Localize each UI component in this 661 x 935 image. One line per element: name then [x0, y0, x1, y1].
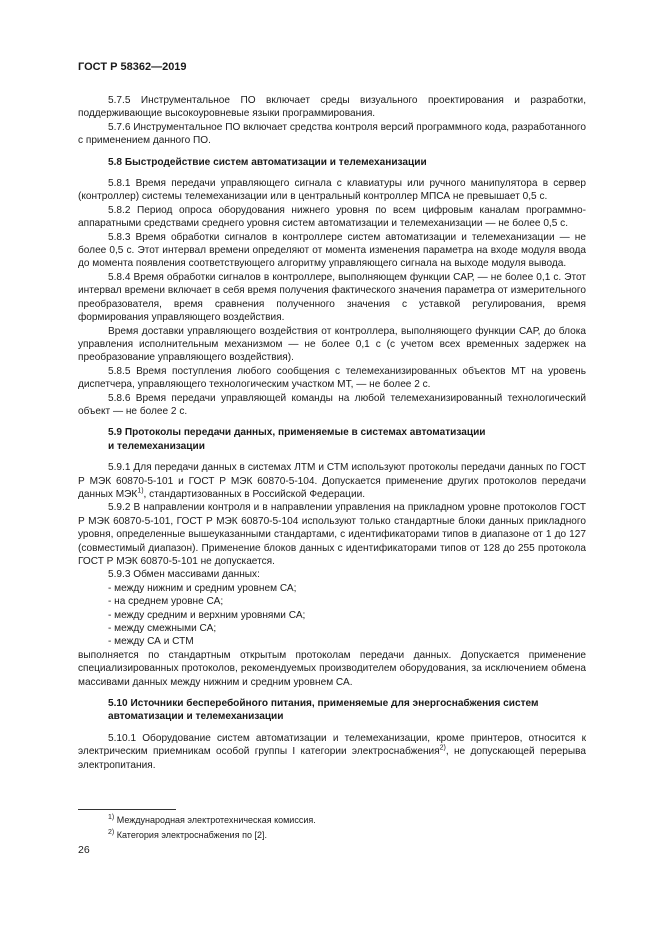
- footnote-text-1: Международная электротехническая комиссия.: [116, 815, 316, 825]
- list-item: - между нижним и средним уровнем СА;: [108, 582, 297, 594]
- standard-header: ГОСТ Р 58362—2019: [78, 61, 187, 73]
- paragraph-5-7-5: 5.7.5 Инструментальное ПО включает среды визуального проектирования и разработки, поддерживающие высокоуровневые языки программирования.: [78, 95, 586, 120]
- paragraph-5-9-1-tail: , стандартизованных в Российской Федерации.: [143, 488, 366, 500]
- footnote-divider: [78, 809, 176, 810]
- section-heading-5-10-line2: автоматизации и телемеханизации: [108, 711, 284, 723]
- paragraph-5-8-1: 5.8.1 Время передачи управляющего сигнала с клавиатуры или ручного манипулятора в сервер (контроллер) системы телемеханизации или в центральный контроллер МПСА не превышает 0,5 с.: [78, 178, 586, 203]
- footnote-mark-1: 1): [108, 814, 115, 821]
- paragraph-5-8-6: 5.8.6 Время передачи управляющей команды на любой телемеханизированный технологический объект — не более 2 с.: [78, 392, 586, 417]
- paragraph-5-9-3-continued: выполняется по стандартным открытым протоколам передачи данных. Допускается применение специализированных протоколов, рекомендуемых производителем оборудования, за исключением обмена массивами данных между нижним и средним уровнем СА.: [78, 649, 586, 688]
- paragraph-5-8-5: 5.8.5 Время поступления любого сообщения с телемеханизированных объектов МТ на уровень диспетчера, управляющего технологическим участком МТ, — не более 2 с.: [78, 365, 586, 391]
- list-item: - на среднем уровне СА;: [108, 596, 224, 608]
- document-body: [78, 94, 586, 772]
- section-heading-5-9-line1: 5.9 Протоколы передачи данных, применяемые в системах автоматизации: [108, 427, 486, 439]
- paragraph-5-7-6: 5.7.6 Инструментальное ПО включает средства контроля версий программного кода, разработанного с применением данного ПО.: [78, 121, 586, 147]
- list-item: - между СА и СТМ: [108, 636, 194, 648]
- section-heading-5-10-line1: 5.10 Источники бесперебойного питания, применяемые для энергоснабжения систем: [108, 698, 539, 710]
- section-heading-5-10: [78, 697, 586, 724]
- paragraph-5-10-1: [78, 732, 586, 772]
- section-heading-5-8: 5.8 Быстродействие систем автоматизации и телемеханизации: [108, 156, 427, 168]
- footnote-2: [108, 829, 267, 841]
- paragraph-5-9-1: [78, 461, 586, 501]
- footnote-mark-2: 2): [108, 829, 115, 836]
- section-heading-5-9-line2: и телемеханизации: [108, 440, 205, 452]
- page-number: 26: [78, 844, 90, 856]
- paragraph-5-8-4: 5.8.4 Время обработки сигналов в контроллере, выполняющем функции САР, — не более 0,1 с. Этот интервал времени включает в себя время получения фактического значения параметра от измерительного преобразователя, время сравнения полученного значения с уставкой регулирования, время формирования управляющего воздействия.: [78, 271, 586, 324]
- paragraph-5-8-2: 5.8.2 Период опроса оборудования нижнего уровня по всем цифровым каналам программно-аппаратными средствами среднего уровня систем автоматизации и телемеханизации — не более 0,5 с.: [78, 204, 586, 230]
- footnote-ref-1: 1): [137, 487, 144, 495]
- paragraph-5-9-2: 5.9.2 В направлении контроля и в направлении управления на прикладном уровне протоколов ГОСТ Р МЭК 60870-5-101, ГОСТ Р МЭК 60870-5-104 используют только стандартные блоки данных прикладного уровня, определенные вышеуказанными стандартами, с идентификаторами типов в диапазоне от 1 до 127 (совместимый диапазон). Применение блоков данных с идентификаторами типов от 128 до 255 протокола ГОСТ Р МЭК 60870-5-101 не допускается.: [78, 502, 586, 567]
- paragraph-5-10-1-text: 5.10.1 Оборудование систем автоматизации и телемеханизации, кроме принтеров, относится к электрическим приемникам особой группы I категории электроснабжения: [78, 732, 586, 758]
- footnote-1: [108, 814, 316, 826]
- list-item: - между средним и верхним уровнями СА;: [108, 609, 306, 621]
- paragraph-5-8-4-continued: Время доставки управляющего воздействия от контроллера, выполняющего функции САР, до блока управления исполнительным механизмом — не более 0,1 с (с учетом всех временных задержек на преобразование управляющего воздействия).: [78, 325, 586, 364]
- paragraph-5-8-3: 5.8.3 Время обработки сигналов в контроллере систем автоматизации и телемеханизации — не более 0,5 с. Этот интервал времени определяют от момента изменения параметра на входе модуля ввода до момента появления соответствующего алгоритму управляющего сигнала на выходе модуля вывода.: [78, 231, 586, 270]
- footnote-ref-2: 2): [439, 744, 446, 752]
- section-heading-5-9: [78, 426, 586, 453]
- footnote-text-2: Категория электроснабжения по [2].: [116, 830, 267, 840]
- paragraph-5-9-3: 5.9.3 Обмен массивами данных:: [108, 569, 260, 581]
- paragraph-5-9-1-text: 5.9.1 Для передачи данных в системах ЛТМ и СТМ используют протоколы передачи данных по ГОСТ Р МЭК 60870-5-101 и ГОСТ Р МЭК 60870-5-104. Допускается применение других протоколов передачи данных МЭК: [78, 462, 586, 500]
- list-item: - между смежными СА;: [108, 623, 217, 635]
- paragraph-5-10-1-tail: , не допускающей перерыва электропитания.: [78, 746, 586, 771]
